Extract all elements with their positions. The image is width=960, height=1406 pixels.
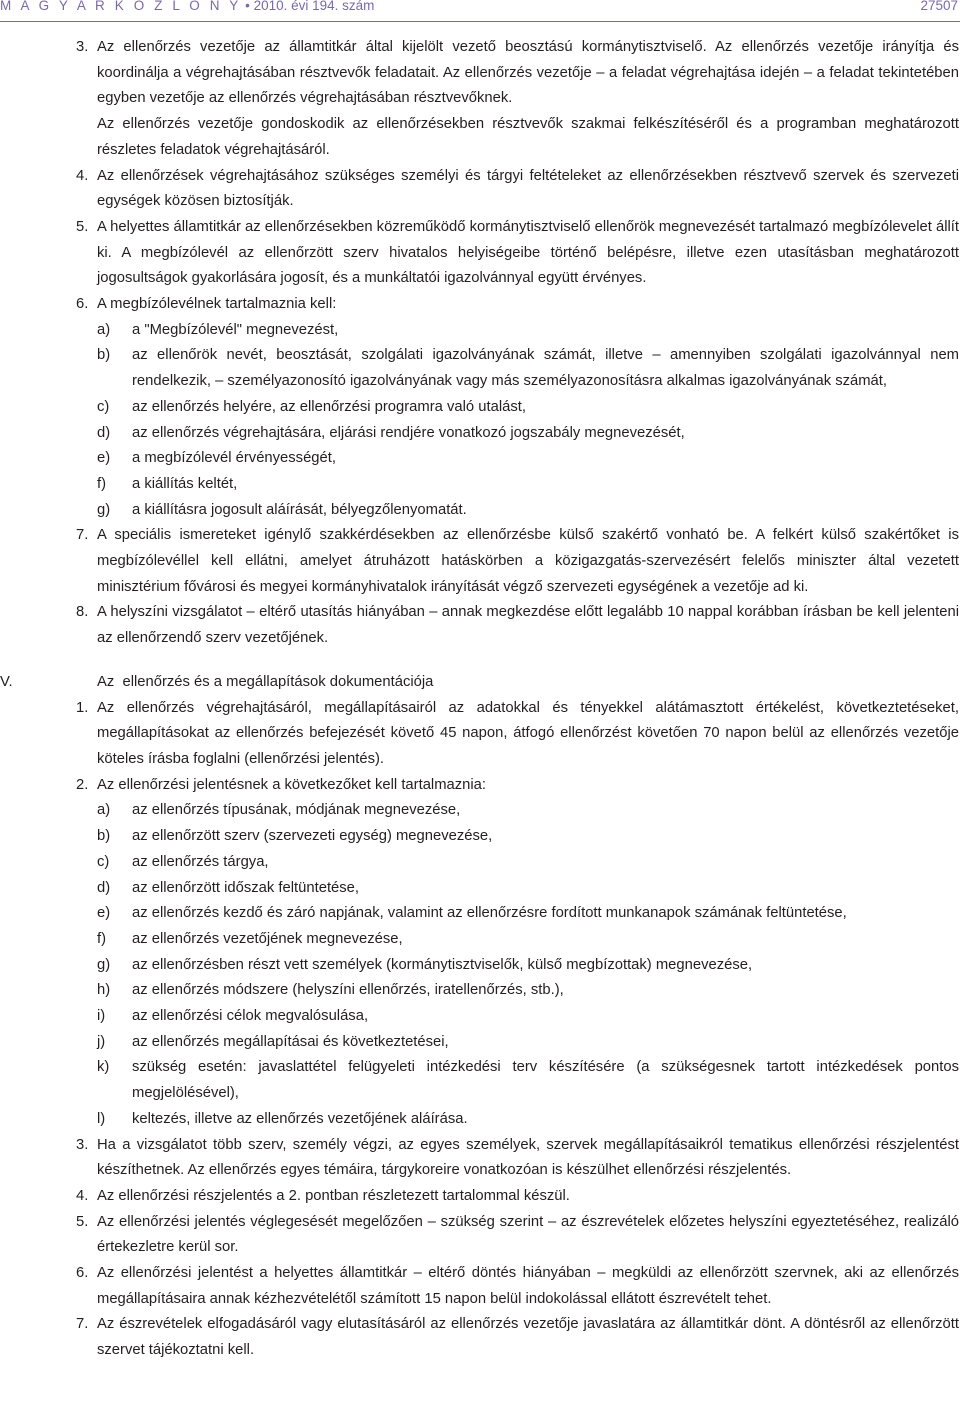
- item-text: Az ellenőrzés vezetője gondoskodik az ellenőrzésekben résztvevők szakmai felkészítéséről és a programban meghatározott részletes feladatok végrehajtásáról.: [97, 116, 959, 158]
- item-text: A speciális ismereteket igénylő szakkérdésekben az ellenőrzésbe külső szakértő vonható be. A felkért külső szakértőket is megbízólevéllel kell ellátni, amelyet átruházott hatáskörben a közigazgatás-szervezésért felelős miniszter által vezetett minisztérium fővárosi és megyei kormányhivatalok irányítását végző szervezeti egységének a vezetője ad ki.: [97, 527, 959, 595]
- item-text: Az ellenőrzési jelentést a helyettes államtitkár – eltérő döntés hiányában – megküldi az ellenőrzött szervnek, aki az ellenőrzés megállapításaira annak kézhezvételétől számított 15 napon belül indokolással ellátott észrevételt tehet.: [97, 1265, 959, 1307]
- list-text: a "Megbízólevél" megnevezést,: [132, 321, 339, 338]
- item-text: A helyszíni vizsgálatot – eltérő utasítás hiányában – annak megkezdése előtt legalább 10 nappal korábban írásban be kell jelenteni az ellenőrzendő szerv vezetőjének.: [97, 604, 959, 647]
- document-body: [0, 35, 960, 1364]
- list-letter: h): [97, 982, 111, 999]
- item-text: Az ellenőrzési részjelentés a 2. pontban részletezett tartalommal készül.: [97, 1187, 570, 1204]
- list-item: [0, 395, 960, 421]
- numbered-item: [0, 1184, 960, 1210]
- list-letter: e): [97, 905, 111, 922]
- list-item: [0, 472, 960, 498]
- list-text: az ellenőrzés helyére, az ellenőrzési programra való utalást,: [132, 398, 526, 415]
- header-rule: [0, 21, 960, 22]
- list-letter: d): [97, 879, 111, 896]
- list-item: [0, 798, 960, 824]
- item-number: 3.: [76, 1136, 89, 1153]
- list-item: [0, 446, 960, 472]
- publication-name: M A G Y A R K Ö Z L Ö N Y: [0, 0, 242, 13]
- list-letter: e): [97, 450, 111, 467]
- list-item: [0, 901, 960, 927]
- item-text: Ha a vizsgálatot több szerv, személy végzi, az egyes személyek, szervek megállapításaikról tematikus ellenőrzési részjelentést készíthetnek. Az ellenőrzés egyes témáira, tárgykoreire vonatkozóan is készülhet ellenőrzési részjelentés.: [97, 1136, 959, 1179]
- numbered-item: [0, 164, 960, 215]
- section-number: V.: [0, 673, 13, 690]
- numbered-item: [0, 35, 960, 112]
- item-number: 5.: [76, 218, 89, 235]
- item-text: Az észrevételek elfogadásáról vagy elutasításáról az ellenőrzés vezetője javaslatára az államtitkár dönt. A döntésről az ellenőrzött szervet tájékoztatni kell.: [97, 1316, 959, 1359]
- list-item: [0, 1055, 960, 1106]
- list-text: az ellenőrök nevét, beosztását, szolgálati igazolványának számát, illetve – amennyiben szolgálati igazolvánnyal nem rendelkezik, – személyazonosító igazolványának vagy más személyazonosításra alkalmas igazolványának számát,: [132, 347, 959, 390]
- section4-items-continued: [0, 523, 960, 652]
- section4-items: [0, 35, 960, 318]
- item-text: Az ellenőrzési jelentésnek a következőket kell tartalmaznia:: [97, 776, 487, 793]
- item-text: A megbízólevélnek tartalmaznia kell:: [97, 296, 337, 313]
- list-text: az ellenőrzött időszak feltüntetése,: [132, 879, 360, 896]
- numbered-item: [0, 1133, 960, 1184]
- section5-items-continued: [0, 1133, 960, 1364]
- item-number: 5.: [76, 1213, 89, 1230]
- list-item: [0, 318, 960, 344]
- paragraph: [0, 112, 960, 163]
- numbered-item: [0, 215, 960, 292]
- list-text: az ellenőrzés megállapításai és következtetései,: [132, 1033, 449, 1050]
- list-letter: i): [97, 1008, 106, 1025]
- item-number: 4.: [76, 1187, 89, 1204]
- list-item: [0, 1030, 960, 1056]
- item-number: 2.: [76, 776, 89, 793]
- list-letter: b): [97, 347, 111, 364]
- list-text: a kiállításra jogosult aláírását, bélyegzőlenyomatát.: [132, 501, 467, 518]
- list-letter: l): [97, 1110, 106, 1127]
- list-letter: g): [97, 501, 111, 518]
- item-number: 4.: [76, 167, 89, 184]
- section5-items: [0, 696, 960, 799]
- numbered-item: [0, 1261, 960, 1312]
- item2-list: [0, 798, 960, 1132]
- numbered-item: [0, 1210, 960, 1261]
- list-item: [0, 421, 960, 447]
- list-text: az ellenőrzött szerv (szervezeti egység) megnevezése,: [132, 828, 493, 845]
- item-number: 8.: [76, 604, 89, 621]
- list-letter: c): [97, 398, 110, 415]
- item-text: Az ellenőrzési jelentés véglegesését megelőzően – szükség szerint – az észrevételek előzetes helyszíni egyeztetéséhez, realizáló értekezletre kerül sor.: [97, 1213, 959, 1256]
- list-text: keltezés, illetve az ellenőrzés vezetőjének aláírása.: [132, 1110, 468, 1127]
- list-item: [0, 978, 960, 1004]
- list-text: a kiállítás keltét,: [132, 475, 238, 492]
- section-title: Az ellenőrzés és a megállapítások dokumentációja: [97, 673, 434, 690]
- list-text: az ellenőrzés típusának, módjának megnevezése,: [132, 802, 461, 819]
- item-number: 6.: [76, 296, 89, 313]
- page-header: [0, 0, 960, 20]
- item-number: 6.: [76, 1265, 89, 1282]
- item-text: Az ellenőrzés végrehajtásáról, megállapításairól az adatokkal és tényekkel alátámasztott értékelést, következtetéseket, megállapításokat az ellenőrzés befejezését követő 45 napon, átfogó ellenőrzést követően 70 napon belül az ellenőrzés vezetője köteles írásba foglalni (ellenőrzési jelentés).: [97, 699, 959, 767]
- list-letter: g): [97, 956, 111, 973]
- item-number: 7.: [76, 527, 89, 544]
- list-letter: f): [97, 475, 107, 492]
- list-text: az ellenőrzésben részt vett személyek (kormánytisztviselők, külső megbízottak) megnevezése,: [132, 956, 753, 973]
- list-letter: j): [97, 1033, 106, 1050]
- item-number: 1.: [76, 699, 89, 716]
- numbered-item: [0, 600, 960, 651]
- list-item: [0, 850, 960, 876]
- list-letter: f): [97, 930, 107, 947]
- numbered-item: [0, 292, 960, 318]
- list-text: az ellenőrzés végrehajtására, eljárási rendjére vonatkozó jogszabály megnevezését,: [132, 424, 685, 441]
- list-item: [0, 876, 960, 902]
- list-letter: d): [97, 424, 111, 441]
- list-item: [0, 824, 960, 850]
- list-text: az ellenőrzési célok megvalósulása,: [132, 1008, 369, 1025]
- list-letter: a): [97, 802, 111, 819]
- list-letter: b): [97, 828, 111, 845]
- item6-list: [0, 318, 960, 524]
- list-item: [0, 1107, 960, 1133]
- numbered-item: [0, 696, 960, 773]
- list-item: [0, 927, 960, 953]
- item-text: Az ellenőrzés vezetője az államtitkár által kijelölt vezető beosztású kormánytisztviselő. Az ellenőrzés vezetője irányítja és koordinálja a végrehajtásában résztvevők feladatait. Az ellenőrzés vezetője – a feladat végrehajtása idején – a feladat tekintetében egyben vezetője az ellenőrzés végrehajtásában résztvevőknek.: [97, 39, 959, 107]
- list-item: [0, 1004, 960, 1030]
- list-text: szükség esetén: javaslattétel felügyeleti intézkedési terv készítésére (a szükségesnek tartott intézkedések pontos megjelölésével),: [132, 1059, 959, 1102]
- numbered-item: [0, 523, 960, 600]
- list-letter: k): [97, 1059, 110, 1076]
- list-letter: c): [97, 853, 110, 870]
- list-item: [0, 953, 960, 979]
- numbered-item: [0, 1312, 960, 1363]
- section-heading: [0, 670, 960, 696]
- item-number: 7.: [76, 1316, 89, 1333]
- publication-title: [0, 0, 374, 13]
- list-text: az ellenőrzés kezdő és záró napjának, valamint az ellenőrzésre fordított munkanapok számának feltüntetése,: [132, 905, 847, 922]
- list-text: az ellenőrzés vezetőjének megnevezése,: [132, 930, 403, 947]
- item-text: Az ellenőrzések végrehajtásához szükséges személyi és tárgyi feltételeket az ellenőrzésekben résztvevő szervek és szervezeti egységek közösen biztosítják.: [97, 167, 959, 210]
- list-letter: a): [97, 321, 111, 338]
- item-text: A helyettes államtitkár az ellenőrzésekben közreműködő kormánytisztviselő ellenőrök megnevezését tartalmazó megbízólevelet állít ki. A megbízólevél az ellenőrzött szerv hivatalos helyiségeibe történő belépésre, illetve ezen utasításban meghatározott jogosultságok gyakorlására jogosít, és a munkáltatói igazolvánnyal együtt érvényes.: [97, 218, 959, 287]
- list-item: [0, 498, 960, 524]
- list-item: [0, 343, 960, 394]
- numbered-item: [0, 773, 960, 799]
- issue-info: • 2010. évi 194. szám: [245, 0, 375, 13]
- list-text: az ellenőrzés tárgya,: [132, 853, 269, 870]
- list-text: az ellenőrzés módszere (helyszíni ellenőrzés, iratellenőrzés, stb.),: [132, 982, 564, 999]
- list-text: a megbízólevél érvényességét,: [132, 450, 336, 467]
- page-number: 27507: [920, 0, 958, 13]
- item-number: 3.: [76, 39, 89, 55]
- section-spacer: [0, 652, 960, 670]
